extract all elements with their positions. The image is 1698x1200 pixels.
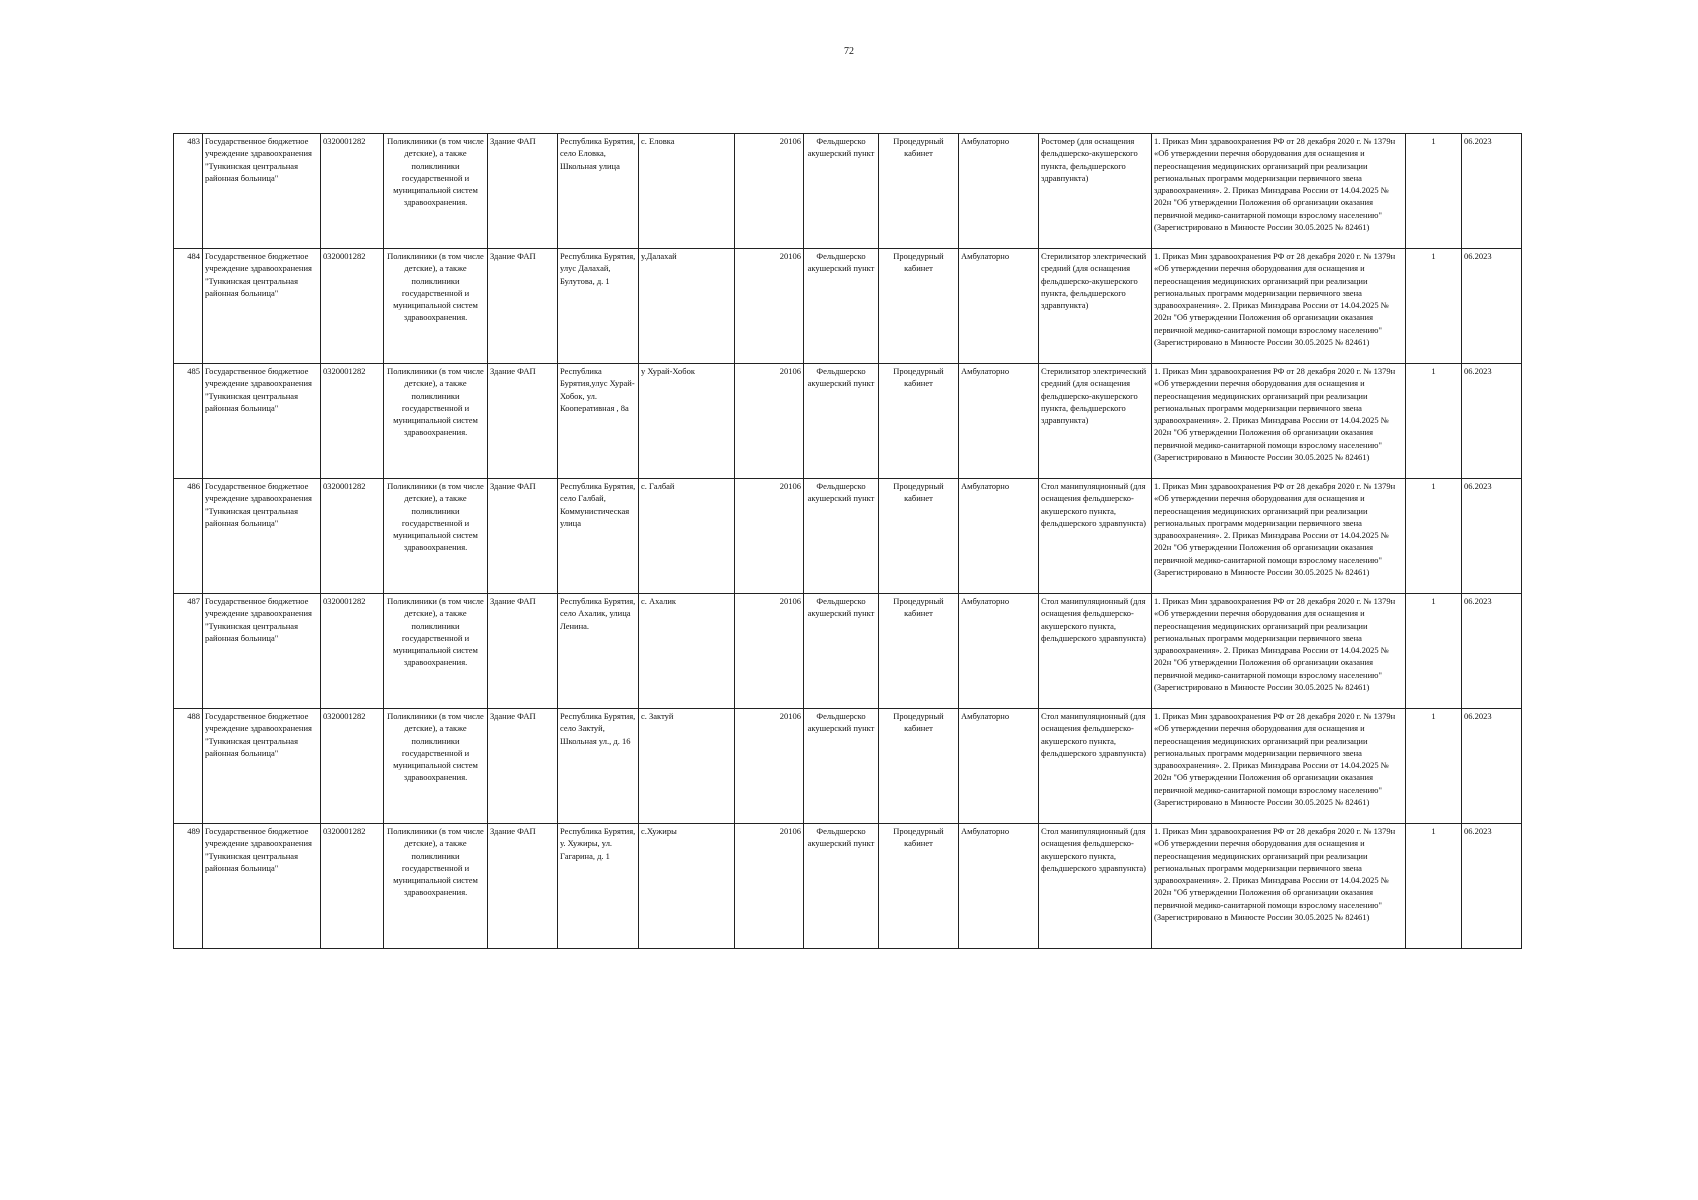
- facility-kind-cell: Поликлиники (в том числе детские), а также поликлиники государственной и муниципальной систем здравоохранения.: [384, 479, 488, 594]
- address-cell: Республика Бурятия, село Еловка, Школьная улица: [558, 134, 639, 249]
- equipment-cell: Стол манипуляционный (для оснащения фельдшерско-акушерского пункта, фельдшерского здравпункта): [1039, 479, 1152, 594]
- organization-cell: Государственное бюджетное учреждение здравоохранения "Тункинская центральная районная больница": [203, 249, 321, 364]
- inn-cell: 0320001282: [321, 134, 384, 249]
- quantity-cell: 1: [1406, 824, 1462, 949]
- address-cell: Республика Бурятия,улус Хурай- Хобок, ул. Кооперативная , 8а: [558, 364, 639, 479]
- organization-cell: Государственное бюджетное учреждение здравоохранения "Тункинская центральная районная больница": [203, 479, 321, 594]
- building-cell: Здание ФАП: [488, 249, 558, 364]
- table-row: [174, 364, 1522, 479]
- date-cell: 06.2023: [1462, 479, 1522, 594]
- table-row: [174, 479, 1522, 594]
- quantity-cell: 1: [1406, 594, 1462, 709]
- date-cell: 06.2023: [1462, 364, 1522, 479]
- building-cell: Здание ФАП: [488, 709, 558, 824]
- legal-basis-cell: 1. Приказ Мин здравоохранения РФ от 28 декабря 2020 г. № 1379н «Об утверждении перечня оборудования для оснащения и переоснащения медицинских организаций при реализации региональных программ модернизации первичного звена здравоохранения». 2. Приказ Минздрава России от 14.04.2025 № 202н "Об утверждении Положения об организации оказания первичной медико-санитарной помощи взрослому населению" (Зарегистрировано в Минюсте России 30.05.2025 № 82461): [1152, 134, 1406, 249]
- code-cell: 20106: [735, 249, 804, 364]
- row-number: 485: [174, 364, 203, 479]
- organization-cell: Государственное бюджетное учреждение здравоохранения "Тункинская центральная районная больница": [203, 594, 321, 709]
- table-row: [174, 824, 1522, 949]
- facility-kind-cell: Поликлиники (в том числе детские), а также поликлиники государственной и муниципальной систем здравоохранения.: [384, 364, 488, 479]
- inn-cell: 0320001282: [321, 709, 384, 824]
- facility-kind-cell: Поликлиники (в том числе детские), а также поликлиники государственной и муниципальной систем здравоохранения.: [384, 594, 488, 709]
- settlement-cell: с. Еловка: [639, 134, 735, 249]
- care-form-cell: Амбулаторно: [959, 134, 1039, 249]
- settlement-cell: с.Хужиры: [639, 824, 735, 949]
- facility-kind-cell: Поликлиники (в том числе детские), а также поликлиники государственной и муниципальной систем здравоохранения.: [384, 249, 488, 364]
- inn-cell: 0320001282: [321, 824, 384, 949]
- care-form-cell: Амбулаторно: [959, 824, 1039, 949]
- unit-type-cell: Фельдшерско акушерский пункт: [804, 594, 879, 709]
- row-number: 484: [174, 249, 203, 364]
- room-cell: Процедурный кабинет: [879, 134, 959, 249]
- settlement-cell: с. Зактуй: [639, 709, 735, 824]
- settlement-cell: с. Галбай: [639, 479, 735, 594]
- equipment-cell: Стол манипуляционный (для оснащения фельдшерско-акушерского пункта, фельдшерского здравпункта): [1039, 594, 1152, 709]
- care-form-cell: Амбулаторно: [959, 594, 1039, 709]
- unit-type-cell: Фельдшерско акушерский пункт: [804, 824, 879, 949]
- unit-type-cell: Фельдшерско акушерский пункт: [804, 479, 879, 594]
- inn-cell: 0320001282: [321, 594, 384, 709]
- date-cell: 06.2023: [1462, 134, 1522, 249]
- row-number: 486: [174, 479, 203, 594]
- date-cell: 06.2023: [1462, 594, 1522, 709]
- settlement-cell: у.Далахай: [639, 249, 735, 364]
- building-cell: Здание ФАП: [488, 364, 558, 479]
- room-cell: Процедурный кабинет: [879, 364, 959, 479]
- table-row: [174, 134, 1522, 249]
- code-cell: 20106: [735, 479, 804, 594]
- room-cell: Процедурный кабинет: [879, 824, 959, 949]
- equipment-cell: Ростомер (для оснащения фельдшерско-акушерского пункта, фельдшерского здравпункта): [1039, 134, 1152, 249]
- code-cell: 20106: [735, 824, 804, 949]
- facility-kind-cell: Поликлиники (в том числе детские), а также поликлиники государственной и муниципальной систем здравоохранения.: [384, 824, 488, 949]
- row-number: 483: [174, 134, 203, 249]
- settlement-cell: с. Ахалик: [639, 594, 735, 709]
- building-cell: Здание ФАП: [488, 134, 558, 249]
- organization-cell: Государственное бюджетное учреждение здравоохранения "Тункинская центральная районная больница": [203, 824, 321, 949]
- care-form-cell: Амбулаторно: [959, 364, 1039, 479]
- address-cell: Республика Бурятия, у. Хужиры, ул. Гагарина, д. 1: [558, 824, 639, 949]
- quantity-cell: 1: [1406, 364, 1462, 479]
- unit-type-cell: Фельдшерско акушерский пункт: [804, 364, 879, 479]
- unit-type-cell: Фельдшерско акушерский пункт: [804, 709, 879, 824]
- quantity-cell: 1: [1406, 709, 1462, 824]
- inn-cell: 0320001282: [321, 249, 384, 364]
- care-form-cell: Амбулаторно: [959, 249, 1039, 364]
- code-cell: 20106: [735, 364, 804, 479]
- table-row: [174, 249, 1522, 364]
- equipment-cell: Стерилизатор электрический средний (для оснащения фельдшерско-акушерского пункта, фельдшерского здравпункта): [1039, 364, 1152, 479]
- date-cell: 06.2023: [1462, 709, 1522, 824]
- row-number: 489: [174, 824, 203, 949]
- building-cell: Здание ФАП: [488, 594, 558, 709]
- care-form-cell: Амбулаторно: [959, 479, 1039, 594]
- unit-type-cell: Фельдшерско акушерский пункт: [804, 134, 879, 249]
- inn-cell: 0320001282: [321, 364, 384, 479]
- date-cell: 06.2023: [1462, 824, 1522, 949]
- table-row: [174, 709, 1522, 824]
- room-cell: Процедурный кабинет: [879, 594, 959, 709]
- quantity-cell: 1: [1406, 249, 1462, 364]
- legal-basis-cell: 1. Приказ Мин здравоохранения РФ от 28 декабря 2020 г. № 1379н «Об утверждении перечня оборудования для оснащения и переоснащения медицинских организаций при реализации региональных программ модернизации первичного звена здравоохранения». 2. Приказ Минздрава России от 14.04.2025 № 202н "Об утверждении Положения об организации оказания первичной медико-санитарной помощи взрослому населению" (Зарегистрировано в Минюсте России 30.05.2025 № 82461): [1152, 594, 1406, 709]
- settlement-cell: у Хурай-Хобок: [639, 364, 735, 479]
- row-number: 488: [174, 709, 203, 824]
- address-cell: Республика Бурятия, село Зактуй, Школьная ул., д. 16: [558, 709, 639, 824]
- table-row: [174, 594, 1522, 709]
- building-cell: Здание ФАП: [488, 479, 558, 594]
- facility-kind-cell: Поликлиники (в том числе детские), а также поликлиники государственной и муниципальной систем здравоохранения.: [384, 134, 488, 249]
- page-number: 72: [844, 46, 854, 57]
- code-cell: 20106: [735, 134, 804, 249]
- address-cell: Республика Бурятия, улус Далахай, Булутова, д. 1: [558, 249, 639, 364]
- care-form-cell: Амбулаторно: [959, 709, 1039, 824]
- legal-basis-cell: 1. Приказ Мин здравоохранения РФ от 28 декабря 2020 г. № 1379н «Об утверждении перечня оборудования для оснащения и переоснащения медицинских организаций при реализации региональных программ модернизации первичного звена здравоохранения». 2. Приказ Минздрава России от 14.04.2025 № 202н "Об утверждении Положения об организации оказания первичной медико-санитарной помощи взрослому населению" (Зарегистрировано в Минюсте России 30.05.2025 № 82461): [1152, 824, 1406, 949]
- organization-cell: Государственное бюджетное учреждение здравоохранения "Тункинская центральная районная больница": [203, 364, 321, 479]
- equipment-cell: Стол манипуляционный (для оснащения фельдшерско-акушерского пункта, фельдшерского здравпункта): [1039, 709, 1152, 824]
- quantity-cell: 1: [1406, 134, 1462, 249]
- organization-cell: Государственное бюджетное учреждение здравоохранения "Тункинская центральная районная больница": [203, 134, 321, 249]
- legal-basis-cell: 1. Приказ Мин здравоохранения РФ от 28 декабря 2020 г. № 1379н «Об утверждении перечня оборудования для оснащения и переоснащения медицинских организаций при реализации региональных программ модернизации первичного звена здравоохранения». 2. Приказ Минздрава России от 14.04.2025 № 202н "Об утверждении Положения об организации оказания первичной медико-санитарной помощи взрослому населению" (Зарегистрировано в Минюсте России 30.05.2025 № 82461): [1152, 364, 1406, 479]
- room-cell: Процедурный кабинет: [879, 709, 959, 824]
- register-body: [174, 134, 1522, 949]
- building-cell: Здание ФАП: [488, 824, 558, 949]
- room-cell: Процедурный кабинет: [879, 479, 959, 594]
- address-cell: Республика Бурятия, село Ахалик, улица Ленина.: [558, 594, 639, 709]
- equipment-cell: Стерилизатор электрический средний (для оснащения фельдшерско-акушерского пункта, фельдшерского здравпункта): [1039, 249, 1152, 364]
- code-cell: 20106: [735, 594, 804, 709]
- quantity-cell: 1: [1406, 479, 1462, 594]
- row-number: 487: [174, 594, 203, 709]
- room-cell: Процедурный кабинет: [879, 249, 959, 364]
- legal-basis-cell: 1. Приказ Мин здравоохранения РФ от 28 декабря 2020 г. № 1379н «Об утверждении перечня оборудования для оснащения и переоснащения медицинских организаций при реализации региональных программ модернизации первичного звена здравоохранения». 2. Приказ Минздрава России от 14.04.2025 № 202н "Об утверждении Положения об организации оказания первичной медико-санитарной помощи взрослому населению" (Зарегистрировано в Минюсте России 30.05.2025 № 82461): [1152, 709, 1406, 824]
- address-cell: Республика Бурятия, село Галбай, Коммунистическая улица: [558, 479, 639, 594]
- register-table: [173, 133, 1522, 949]
- inn-cell: 0320001282: [321, 479, 384, 594]
- facility-kind-cell: Поликлиники (в том числе детские), а также поликлиники государственной и муниципальной систем здравоохранения.: [384, 709, 488, 824]
- legal-basis-cell: 1. Приказ Мин здравоохранения РФ от 28 декабря 2020 г. № 1379н «Об утверждении перечня оборудования для оснащения и переоснащения медицинских организаций при реализации региональных программ модернизации первичного звена здравоохранения». 2. Приказ Минздрава России от 14.04.2025 № 202н "Об утверждении Положения об организации оказания первичной медико-санитарной помощи взрослому населению" (Зарегистрировано в Минюсте России 30.05.2025 № 82461): [1152, 479, 1406, 594]
- unit-type-cell: Фельдшерско акушерский пункт: [804, 249, 879, 364]
- code-cell: 20106: [735, 709, 804, 824]
- legal-basis-cell: 1. Приказ Мин здравоохранения РФ от 28 декабря 2020 г. № 1379н «Об утверждении перечня оборудования для оснащения и переоснащения медицинских организаций при реализации региональных программ модернизации первичного звена здравоохранения». 2. Приказ Минздрава России от 14.04.2025 № 202н "Об утверждении Положения об организации оказания первичной медико-санитарной помощи взрослому населению" (Зарегистрировано в Минюсте России 30.05.2025 № 82461): [1152, 249, 1406, 364]
- date-cell: 06.2023: [1462, 249, 1522, 364]
- equipment-cell: Стол манипуляционный (для оснащения фельдшерско-акушерского пункта, фельдшерского здравпункта): [1039, 824, 1152, 949]
- organization-cell: Государственное бюджетное учреждение здравоохранения "Тункинская центральная районная больница": [203, 709, 321, 824]
